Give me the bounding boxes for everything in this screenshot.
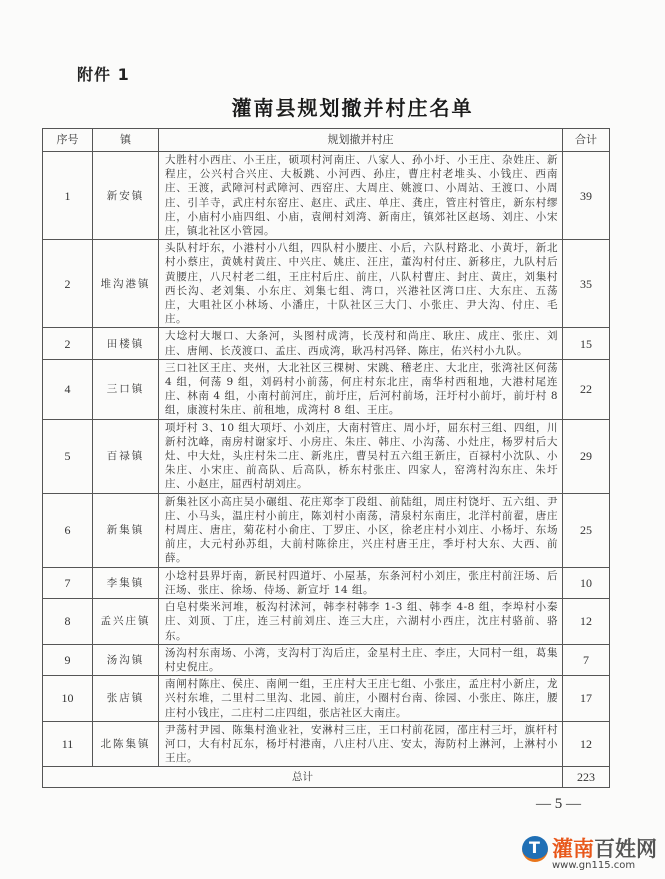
attachment-label: 附件 1 [77,65,130,84]
table-row [43,567,610,598]
town-name: 汤沟镇 [93,644,159,675]
table-row [43,676,610,722]
village-count: 29 [563,419,610,493]
village-list: 大胜村小西庄、小王庄，硕项村河南庄、八家人、孙小圩、小王庄、杂姓庄、新程庄，公兴村合兴庄、大板跳、小河西、孙庄，曹庄村老堆头、小钱庄、西南庄、王渡，武障河村武障河、西窑庄、大周庄、姚渡口、小周站、王渡口、小周庄、引羊寺，武庄村东窑庄、赵庄、武庄、单庄、龚庄，管庄村管庄，新东村缪庄，小庙村小庙四组、小庙，袁闸村刘湾、新南庄，镇郊社区赵场、刘庄、小宋庄，镇北社区小管园。 [159,152,563,240]
column-header-villages: 规划撤并村庄 [159,129,563,152]
page-number: — 5 — [536,796,581,812]
village-list: 头队村圩东，小港村小八组，四队村小腰庄、小后，六队村路北、小黄圩，新北村小蔡庄，黄姚村黄庄、中兴庄、姚庄、汪庄，董沟村付庄、新移庄，九队村后黄腰庄，八尺村老二组，王庄村后庄、前庄，八队村曹庄、封庄、黄庄，刘集村西长沟、老刘集、小东庄、刘集七组、湾口，兴港社区湾口庄、大东庄、五荡庄，大咀社区小林场、小潘庄，十队社区三大门、小张庄、尹大沟、付庄、毛庄。 [159,240,563,328]
town-name: 三口镇 [93,359,159,419]
row-number: 9 [43,644,93,675]
town-name: 张店镇 [93,676,159,722]
row-number: 11 [43,721,93,767]
village-count: 7 [563,644,610,675]
site-name: 灌南百姓网 [552,837,657,861]
table-footer-row [43,767,610,788]
table-row [43,493,610,567]
column-header-town: 镇 [93,129,159,152]
town-name: 百禄镇 [93,419,159,493]
column-header-no: 序号 [43,129,93,152]
village-list: 尹荡村尹园、陈集村渔业社，安淋村三庄，王口村前花园，邵庄村三圩，旗杆村河口，大有村瓦东，杨圩村港南，八庄村八庄、安太，海防村上淋河，上淋村小王庄。 [159,721,563,767]
logo-globe-icon [522,836,548,862]
village-count: 25 [563,493,610,567]
table-row [43,644,610,675]
row-number: 7 [43,567,93,598]
village-count: 39 [563,152,610,240]
town-name: 堆沟港镇 [93,240,159,328]
town-name: 新集镇 [93,493,159,567]
village-count: 17 [563,676,610,722]
grand-total-label: 总计 [43,767,563,788]
village-count: 22 [563,359,610,419]
table-row [43,721,610,767]
village-count: 12 [563,721,610,767]
document-title: 灌南县规划撤并村庄名单 [231,96,474,120]
row-number: 2 [43,240,93,328]
column-header-total: 合计 [563,129,610,152]
village-merge-table [42,128,610,788]
row-number: 2 [43,328,93,359]
site-watermark [522,832,662,876]
row-number: 6 [43,493,93,567]
village-list: 汤沟村东南场、小湾，支沟村丁沟后庄，金星村土庄、李庄，大同村一组，葛集村史倪庄。 [159,644,563,675]
row-number: 8 [43,599,93,645]
village-list: 三口社区王庄、夹州，大北社区三棵树、宋跳、稽老庄、大北庄，张湾社区何荡 4 组，何荡 9 组，刘码村小前荡，何庄村东北庄，南华村西租地，大港村尾连庄、林南 4 组，小南村前河庄，前圩庄，后河村前场，汪圩村小前圩，前圩村 8 组，康渡村朱庄、前租地，成湾村 8 组、王庄。 [159,359,563,419]
table-row [43,599,610,645]
table-row [43,419,610,493]
village-count: 12 [563,599,610,645]
row-number: 10 [43,676,93,722]
village-list: 南闸村陈庄、侯庄、南闸一组，王庄村大王庄七组、小张庄，孟庄村小新庄，龙兴村东堆，二里村二里沟、北园、前庄，小圈村台南、徐园、小张庄、陈庄，腰庄村小钱庄，二庄村二庄四组，张店社区大南庄。 [159,676,563,722]
grand-total-value: 223 [563,767,610,788]
village-list: 新集社区小高庄吴小碾组、花庄郑李丁段组、前陆组，周庄村饶圩、五六组、尹庄、小马头，温庄村小前庄，陈刘村小南荡，清泉村东南庄，北洋村前翟，唐庄村周庄、唐庄，菊花村小俞庄、丁罗庄、小区，徐老庄村小刘庄、小杨圩、东场前庄，大元村孙苏组，大前村陈徐庄，兴庄村唐王庄，季圩村大东、大西、前薛。 [159,493,563,567]
row-number: 1 [43,152,93,240]
row-number: 5 [43,419,93,493]
village-count: 35 [563,240,610,328]
village-list: 小埝村县界圩南，新民村四道圩、小屋基，东条河村小刘庄，张庄村前汪场、后汪场、张庄、徐场、侍场、新宣圩 14 组。 [159,567,563,598]
village-count: 10 [563,567,610,598]
village-list: 大埝村大堰口、大条河，头图村成湾，长茂村和尚庄、耿庄、成庄、张庄、刘庄、唐闸、长茂渡口、孟庄、西成湾，耿冯村冯铎、陈庄，佑兴村小九队。 [159,328,563,359]
table-header-row [43,129,610,152]
table-row [43,328,610,359]
village-count: 15 [563,328,610,359]
table-row [43,240,610,328]
village-list: 白皂村柴米河堆，板沟村沭河，韩李村韩李 1-3 组、韩李 4-8 组，李埠村小秦庄、刘顶、丁庄，连三村前刘庄、连三大庄，六湖村小西庄，沈庄村骆前、骆东。 [159,599,563,645]
site-url: www.gn115.com [552,860,636,871]
village-list: 项圩村 3、10 组大项圩、小刘庄，大南村管庄、周小圩，屈东村三组、四组，川新村沈峰，南房村谢家圩、小房庄、朱庄、韩庄、小沟荡、小灶庄，杨罗村后大灶、中大灶，头庄村朱二庄、新兆庄，曹吴村五六组王新庄，百禄村小沈队、小朱庄、小宋庄、前高队、后高队，桥东村张庄、四家人，窑湾村沟东庄、朱圩庄、小赵庄，屈西村胡刘庄。 [159,419,563,493]
row-number: 4 [43,359,93,419]
town-name: 孟兴庄镇 [93,599,159,645]
town-name: 李集镇 [93,567,159,598]
town-name: 新安镇 [93,152,159,240]
table-row [43,152,610,240]
town-name: 田楼镇 [93,328,159,359]
town-name: 北陈集镇 [93,721,159,767]
table-row [43,359,610,419]
